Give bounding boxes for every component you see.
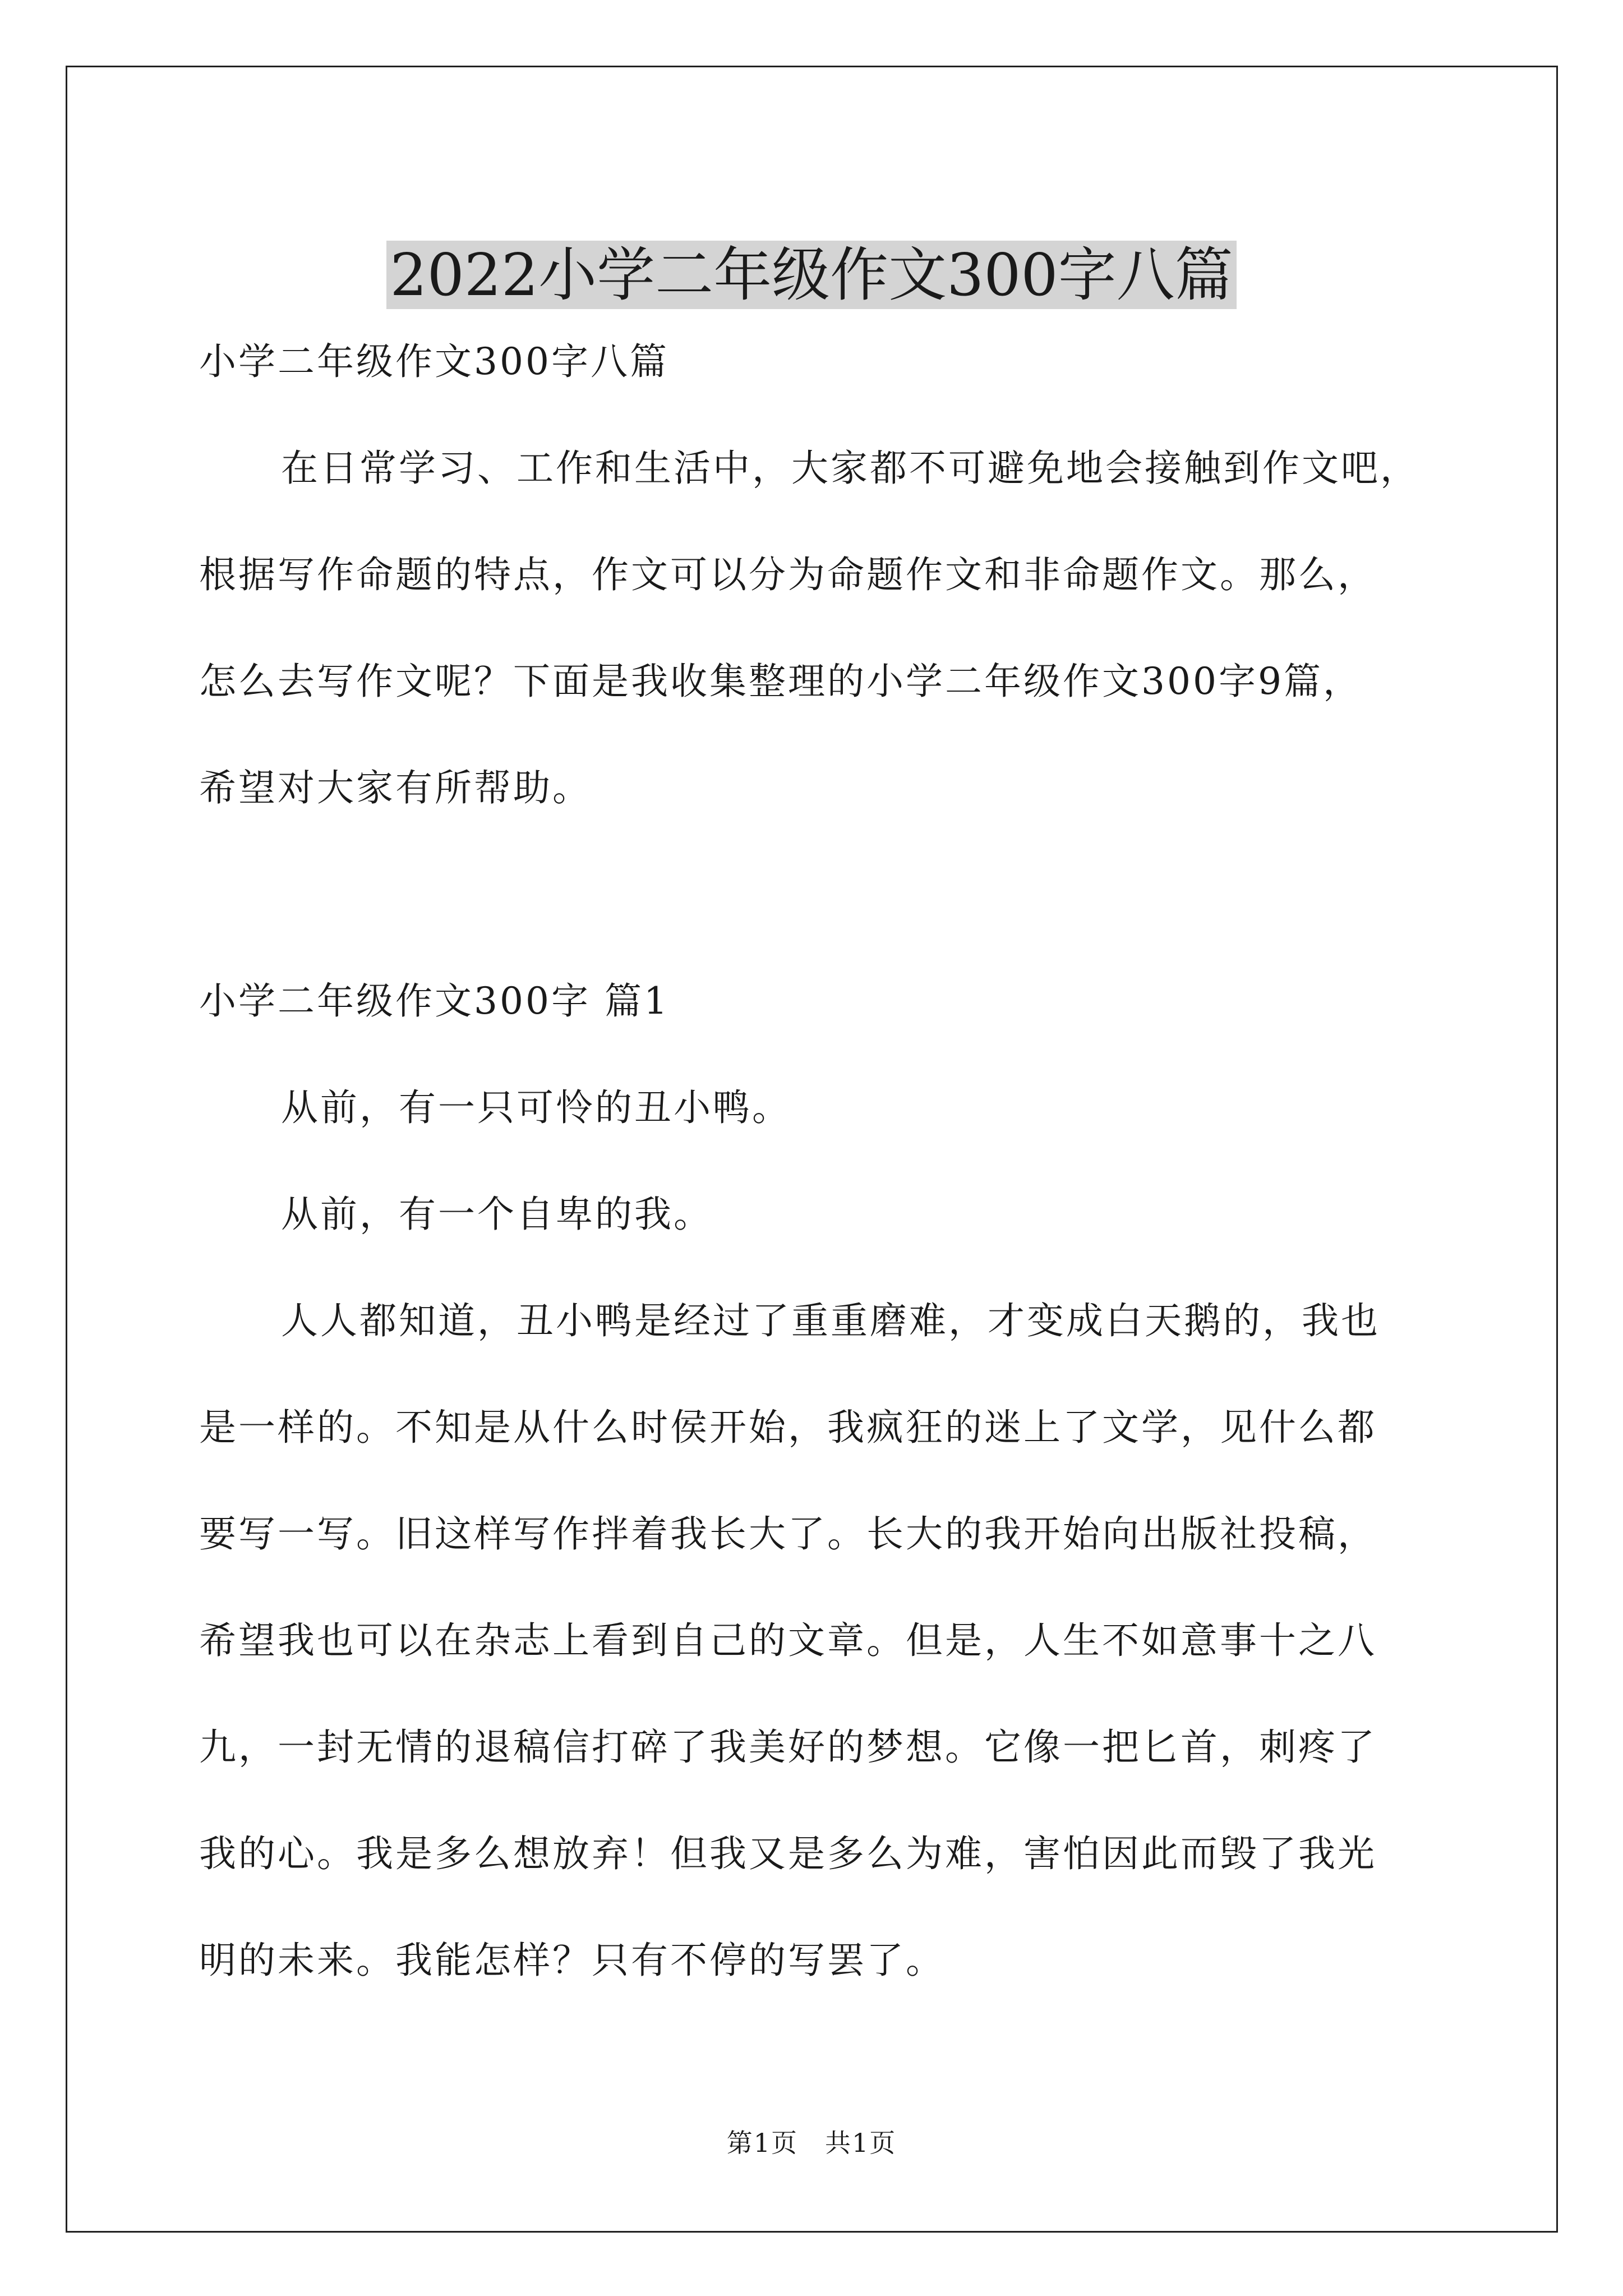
document-title (0, 236, 1623, 314)
document-title-text: 2022小学二年级作文300字八篇 (386, 241, 1236, 309)
section-heading: 小学二年级作文300字 篇1 (199, 979, 670, 1023)
page-footer: 第1页 共1页 (726, 2128, 897, 2158)
spacer (199, 841, 1438, 948)
paragraph-1: 从前，有一只可怜的丑小鸭。 (281, 1086, 791, 1129)
paragraph-3-line-1: 人人都知道，丑小鸭是经过了重重磨难，才变成白天鹅的，我也 (281, 1299, 1380, 1342)
paragraph-3-line-7: 明的未来。我能怎样？只有不停的写罢了。 (199, 1939, 945, 1982)
subtitle: 小学二年级作文300字八篇 (199, 340, 669, 383)
intro-line-3: 怎么去写作文呢？下面是我收集整理的小学二年级作文300字9篇， (199, 660, 1362, 703)
paragraph-3-line-6: 我的心。我是多么想放弃！但我又是多么为难，害怕因此而毁了我光 (199, 1832, 1377, 1875)
paragraph-2: 从前，有一个自卑的我。 (281, 1193, 713, 1236)
document-body (199, 309, 1438, 2014)
intro-line-1: 在日常学习、工作和生活中，大家都不可避免地会接触到作文吧， (281, 447, 1419, 490)
paragraph-3-line-2: 是一样的。不知是从什么时侯开始，我疯狂的迷上了文学，见什么都 (199, 1406, 1377, 1449)
intro-line-4: 希望对大家有所帮助。 (199, 766, 592, 809)
paragraph-3-line-5: 九，一封无情的退稿信打碎了我美好的梦想。它像一把匕首，刺疼了 (199, 1726, 1377, 1769)
intro-line-2: 根据写作命题的特点，作文可以分为命题作文和非命题作文。那么， (199, 553, 1377, 596)
paragraph-3-line-3: 要写一写。旧这样写作拌着我长大了。长大的我开始向出版社投稿， (199, 1512, 1377, 1556)
paragraph-3-line-4: 希望我也可以在杂志上看到自己的文章。但是，人生不如意事十之八 (199, 1619, 1377, 1662)
